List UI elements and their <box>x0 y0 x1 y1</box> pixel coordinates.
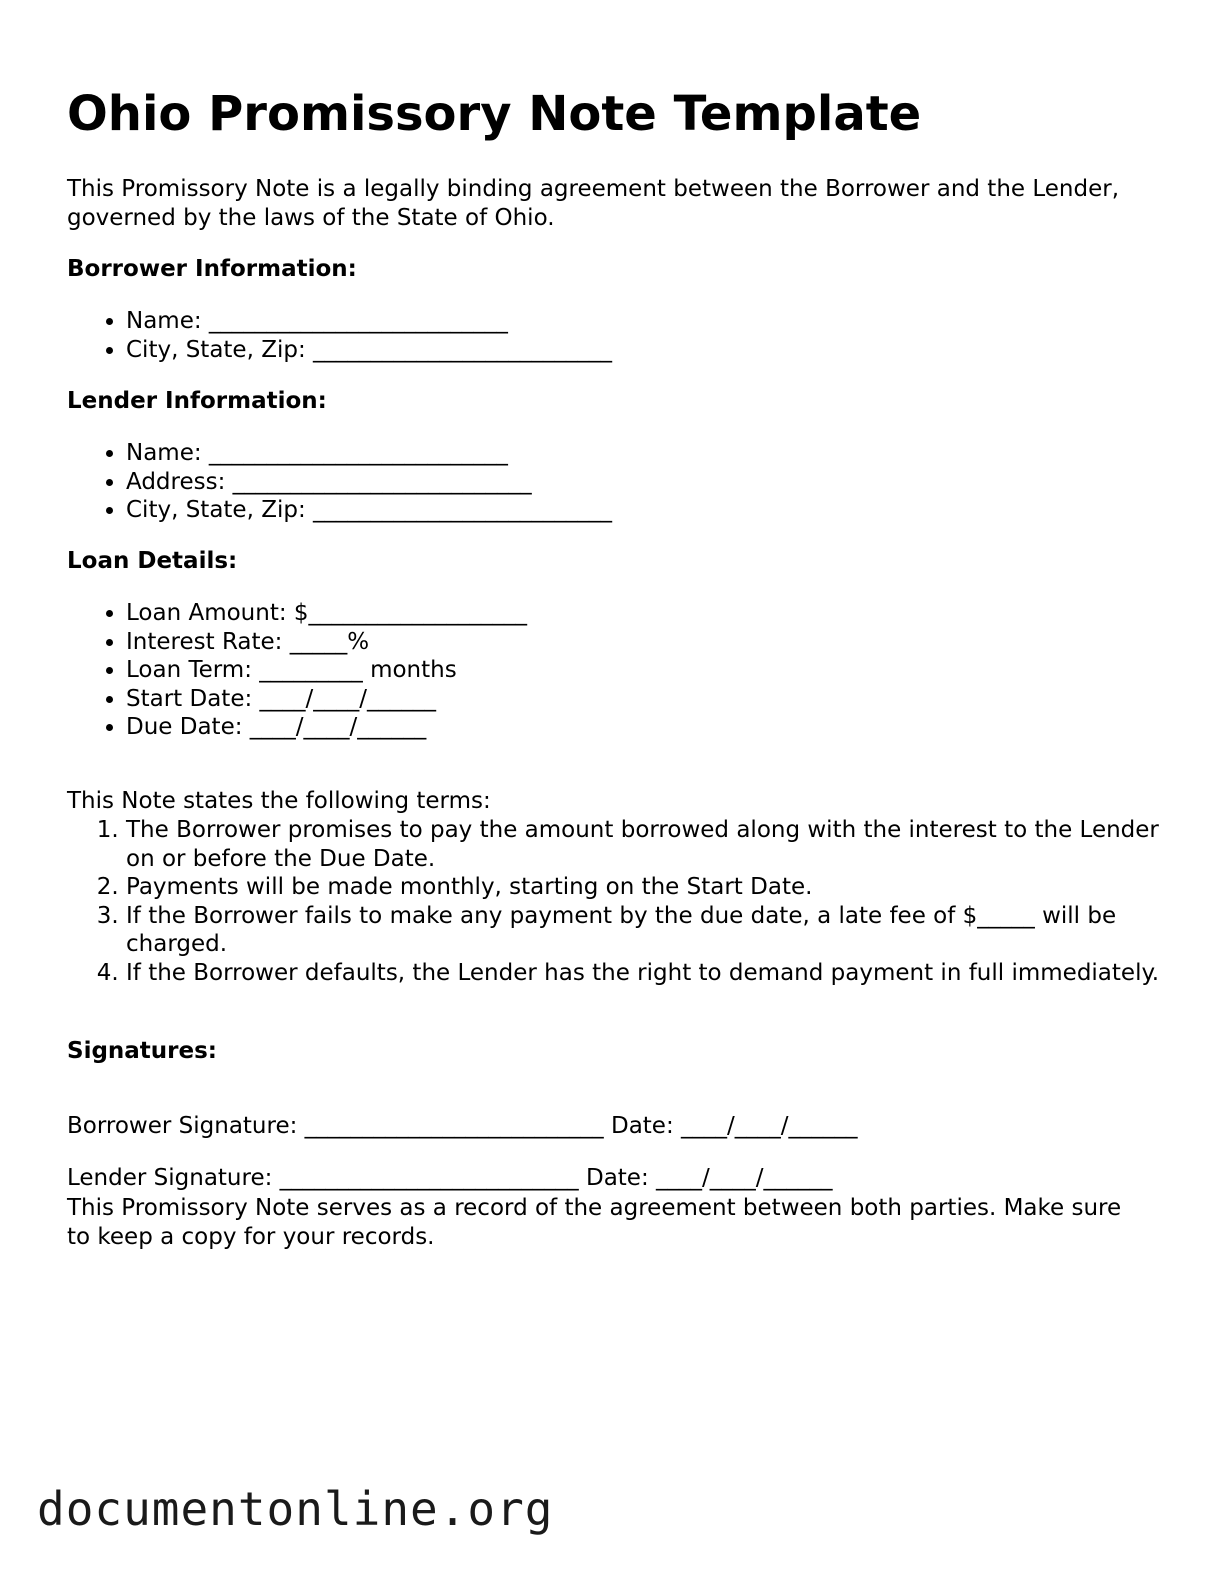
lender-city-state-zip-field: • City, State, Zip: __________________________ <box>126 496 612 525</box>
borrower-fields <box>67 307 612 364</box>
intro-paragraph: This Promissory Note is a legally binding agreement between the Borrower and the Lender, governed by the laws of the State of Ohio. <box>67 176 1120 231</box>
terms-list <box>67 816 1186 987</box>
borrower-name-field: • Name: __________________________ <box>126 307 612 336</box>
loan-fields <box>67 599 527 742</box>
term-item: 3. If the Borrower fails to make any payment by the due date, a late fee of $_____ will be charged. <box>126 902 1186 959</box>
lender-fields <box>67 439 612 525</box>
borrower-city-state-zip-field: • City, State, Zip: __________________________ <box>126 336 612 365</box>
loan-details-heading: Loan Details: <box>67 548 238 574</box>
start-date-field: • Start Date: ____/____/______ <box>126 685 527 714</box>
loan-amount-field: • Loan Amount: $___________________ <box>126 599 527 628</box>
document-title: Ohio Promissory Note Template <box>67 86 922 142</box>
closing-paragraph: This Promissory Note serves as a record of the agreement between both parties. Make sure to keep a copy for your records. <box>67 1195 1122 1250</box>
borrower-heading: Borrower Information: <box>67 256 357 282</box>
due-date-field: • Due Date: ____/____/______ <box>126 713 527 742</box>
signatures-heading: Signatures: <box>67 1038 218 1064</box>
loan-term-field: • Loan Term: _________ months <box>126 656 527 685</box>
interest-rate-field: • Interest Rate: _____% <box>126 628 527 657</box>
watermark-logo: documentonline.org <box>37 1482 554 1536</box>
borrower-signature-line: Borrower Signature: __________________________ Date: ____/____/______ <box>67 1113 858 1139</box>
term-item: 2. Payments will be made monthly, starting on the Start Date. <box>126 873 1186 902</box>
term-item: 1. The Borrower promises to pay the amount borrowed along with the interest to the Lender on or before the Due Date. <box>126 816 1186 873</box>
lender-signature-line: Lender Signature: __________________________ Date: ____/____/______ <box>67 1165 833 1191</box>
lender-address-field: • Address: __________________________ <box>126 468 612 497</box>
lender-name-field: • Name: __________________________ <box>126 439 612 468</box>
term-item: 4. If the Borrower defaults, the Lender has the right to demand payment in full immediately. <box>126 959 1186 988</box>
terms-intro: This Note states the following terms: <box>67 788 491 814</box>
lender-heading: Lender Information: <box>67 388 327 414</box>
